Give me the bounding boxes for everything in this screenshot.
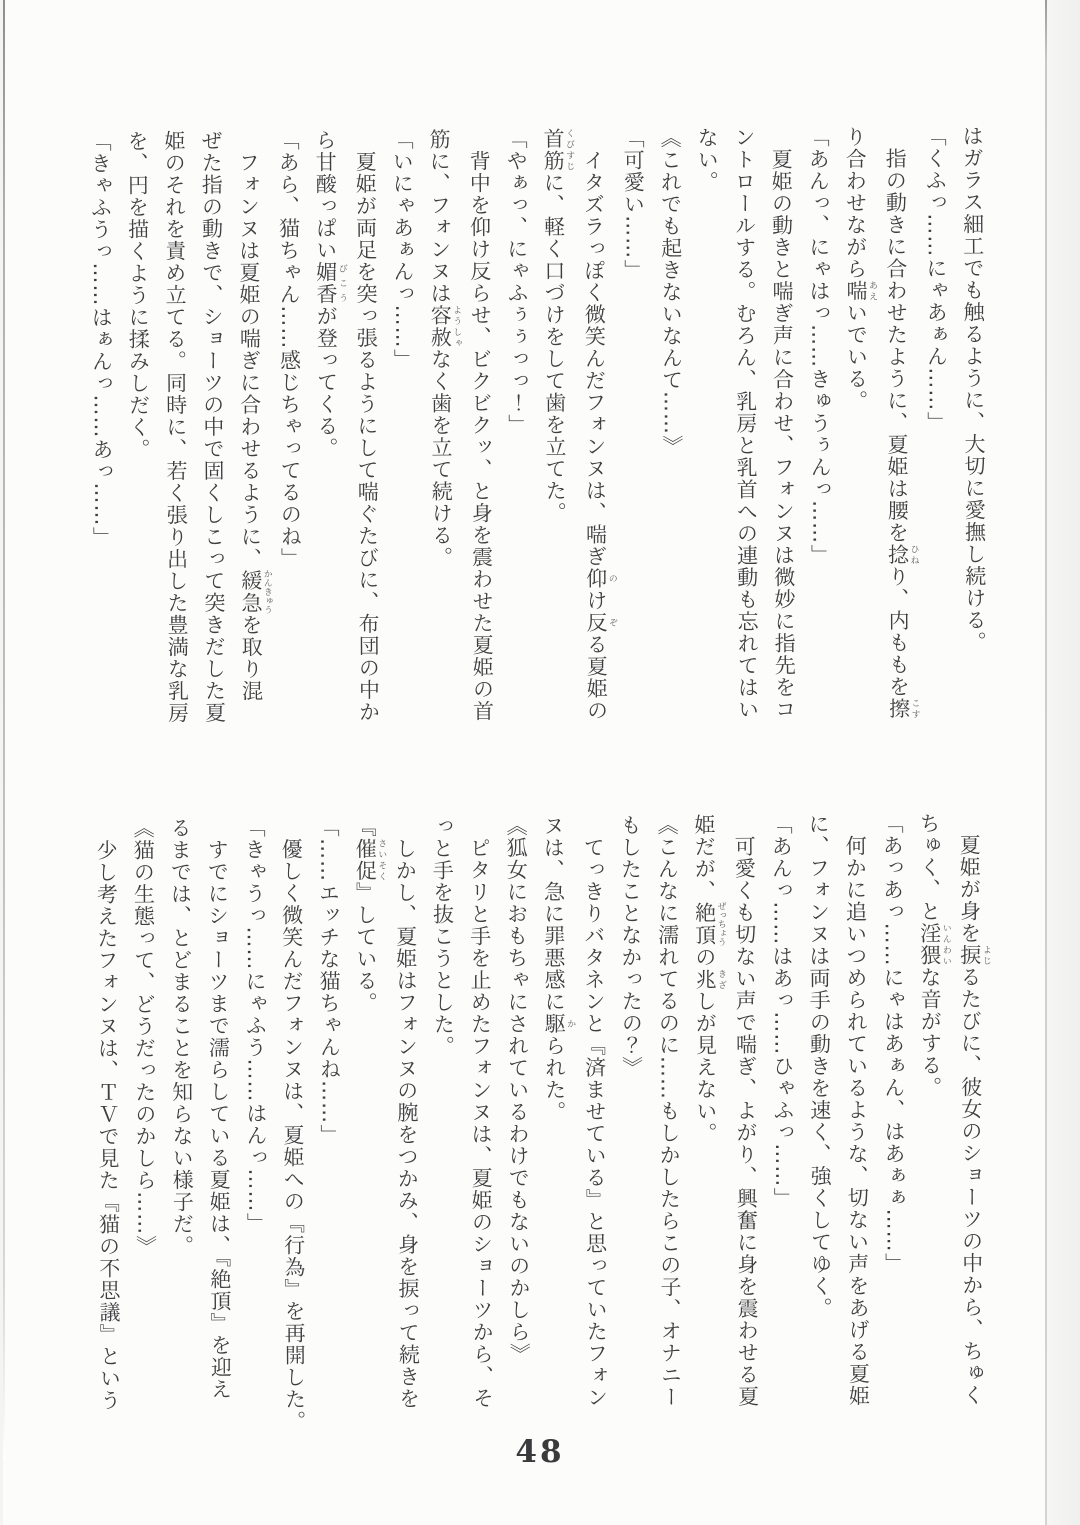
text-line: り合わせながら喘あえいでいる。 — [843, 125, 878, 412]
text-line: るまでは、とどまることを知らない様子だ。 — [168, 816, 195, 1258]
text-line: 「……エッチな猫ちゃんね……」 — [316, 815, 343, 1147]
page-edge-left — [3, 0, 5, 1460]
text-line: 「いにゃあぁんっ……」 — [390, 128, 416, 371]
text-line: 《狐女におもちゃにされているわけでもないのかしら》 — [504, 814, 532, 1365]
text-line: もしたことなかったの？》 — [618, 814, 644, 1079]
text-line: 『催促さいそく』している。 — [353, 815, 387, 1014]
text-line: はガラス細工でも触るように、大切に愛撫し続ける。 — [960, 125, 988, 654]
text-line: ヌは、急に罪悪感に駆かられた。 — [541, 814, 576, 1123]
text-line: ぜた指の動きで、ショーツの中で固くしこって突きだした夏 — [199, 129, 227, 724]
text-line: に、フォンヌは両手の動きを速く、強くしてゆく。 — [806, 812, 834, 1320]
text-line: 指の動きに合わせたように、夏姫は腰を捻ひねり、内ももを擦こす — [883, 125, 920, 720]
text-line: 「くふっ……にゃあぁん……」 — [923, 125, 949, 434]
text-line: 首筋くびすじに、軽く口づけをして歯を立てた。 — [541, 127, 575, 524]
text-line: フォンヌは夏姫の喘ぎに合わせるように、緩急かんきゅうを取り混 — [236, 129, 272, 703]
text-line: 「あっあっ……にゃはあぁん、はあぁぁ……」 — [880, 812, 907, 1275]
text-line: ない。 — [695, 126, 720, 193]
text-line: 可愛くも切ない声で喘ぎ、よがり、興奮に身を震わせる夏 — [732, 813, 760, 1408]
text-line: 「あんっ……はあっ……ひゃふっ……」 — [769, 813, 796, 1210]
text-line: 夏姫の動きと喘ぎ声に合わせ、フォンヌは微妙に指先をコ — [769, 126, 797, 721]
text-line: 筋に、フォンヌは容赦ようしゃなく歯を立て続ける。 — [427, 128, 462, 569]
text-line: ちゅく、と淫猥いんわいな音がする。 — [917, 812, 951, 1099]
text-line: 「あら、猫ちゃん……感じちゃってるのね」 — [276, 129, 303, 570]
text-line: を、円を描くように揉みしだく。 — [125, 130, 152, 461]
text-line: 少し考えたフォンヌは、ＴＶで見た『猫の不思議』という — [94, 817, 122, 1412]
page-edge-right-line — [1045, 0, 1047, 1525]
text-line: 夏姫が身を捩よじるたびに、彼女のショーツの中から、ちゅく — [957, 812, 991, 1407]
text-line: 夏姫が両足を突っ張るようにして喘ぐたびに、布団の中か — [353, 128, 381, 723]
text-block-top — [81, 125, 994, 725]
text-line: 何かに追いつめられているような、切ない声をあげる夏姫 — [843, 812, 871, 1407]
text-line: っと手を抜こうとした。 — [430, 815, 456, 1058]
text-line: 「きゃうっ……にゃふう……はんっ……」 — [242, 816, 269, 1235]
text-line: 背中を仰け反らせ、ビクビクッ、と身を震わせた夏姫の首 — [467, 128, 495, 723]
text-line: 「可愛い……」 — [621, 127, 646, 282]
text-line: 《こんなに濡れてるのに……もしかしたらこの子、オナニー — [655, 813, 683, 1409]
text-block-bottom — [87, 812, 994, 1434]
text-line: てっきりバタネンと『済ませている』と思っていたフォン — [581, 814, 609, 1409]
text-line: イタズラっぽく微笑んだフォンヌは、喘ぎ仰のけ反ぞる夏姫の — [581, 127, 618, 722]
text-line: しかし、夏姫はフォンヌの腕をつかみ、身を捩って続きを — [393, 815, 421, 1410]
text-line: 「あんっ、にゃはっ……きゅうぅんっ……」 — [806, 125, 833, 567]
text-line: 《これでも起きないなんて……》 — [658, 126, 685, 458]
text-line: 優しく微笑んだフォンヌは、夏姫への『行為』を再開した。 — [279, 816, 307, 1433]
page-edge-right-strip — [1047, 0, 1080, 1525]
text-line: 《猫の生態って、どうだったのかしら……》 — [131, 817, 158, 1258]
text-line: ントロールする。むろん、乳房と乳首への連動も忘れてはい — [732, 126, 760, 721]
text-line: ら甘酸っぱい媚香びこうが登ってくる。 — [313, 128, 348, 460]
text-line: 姫のそれを責め立てる。同時に、若く張り出した豊満な乳房 — [162, 129, 190, 725]
text-line: 姫だが、絶頂ぜっちょうの兆きざしが見えない。 — [692, 813, 727, 1145]
text-line: ピタリと手を止めたフォンヌは、夏姫のショーツから、そ — [467, 815, 495, 1410]
page-number: 48 — [515, 1434, 565, 1470]
text-line: すでにショーツまで濡らしている夏姫は、『絶頂』を迎え — [205, 816, 233, 1401]
text-line: 「きゃふうっ……はぁんっ……あっ……」 — [88, 130, 115, 549]
text-line: 「やぁっ、にゃふぅぅっっ！」 — [504, 127, 530, 436]
